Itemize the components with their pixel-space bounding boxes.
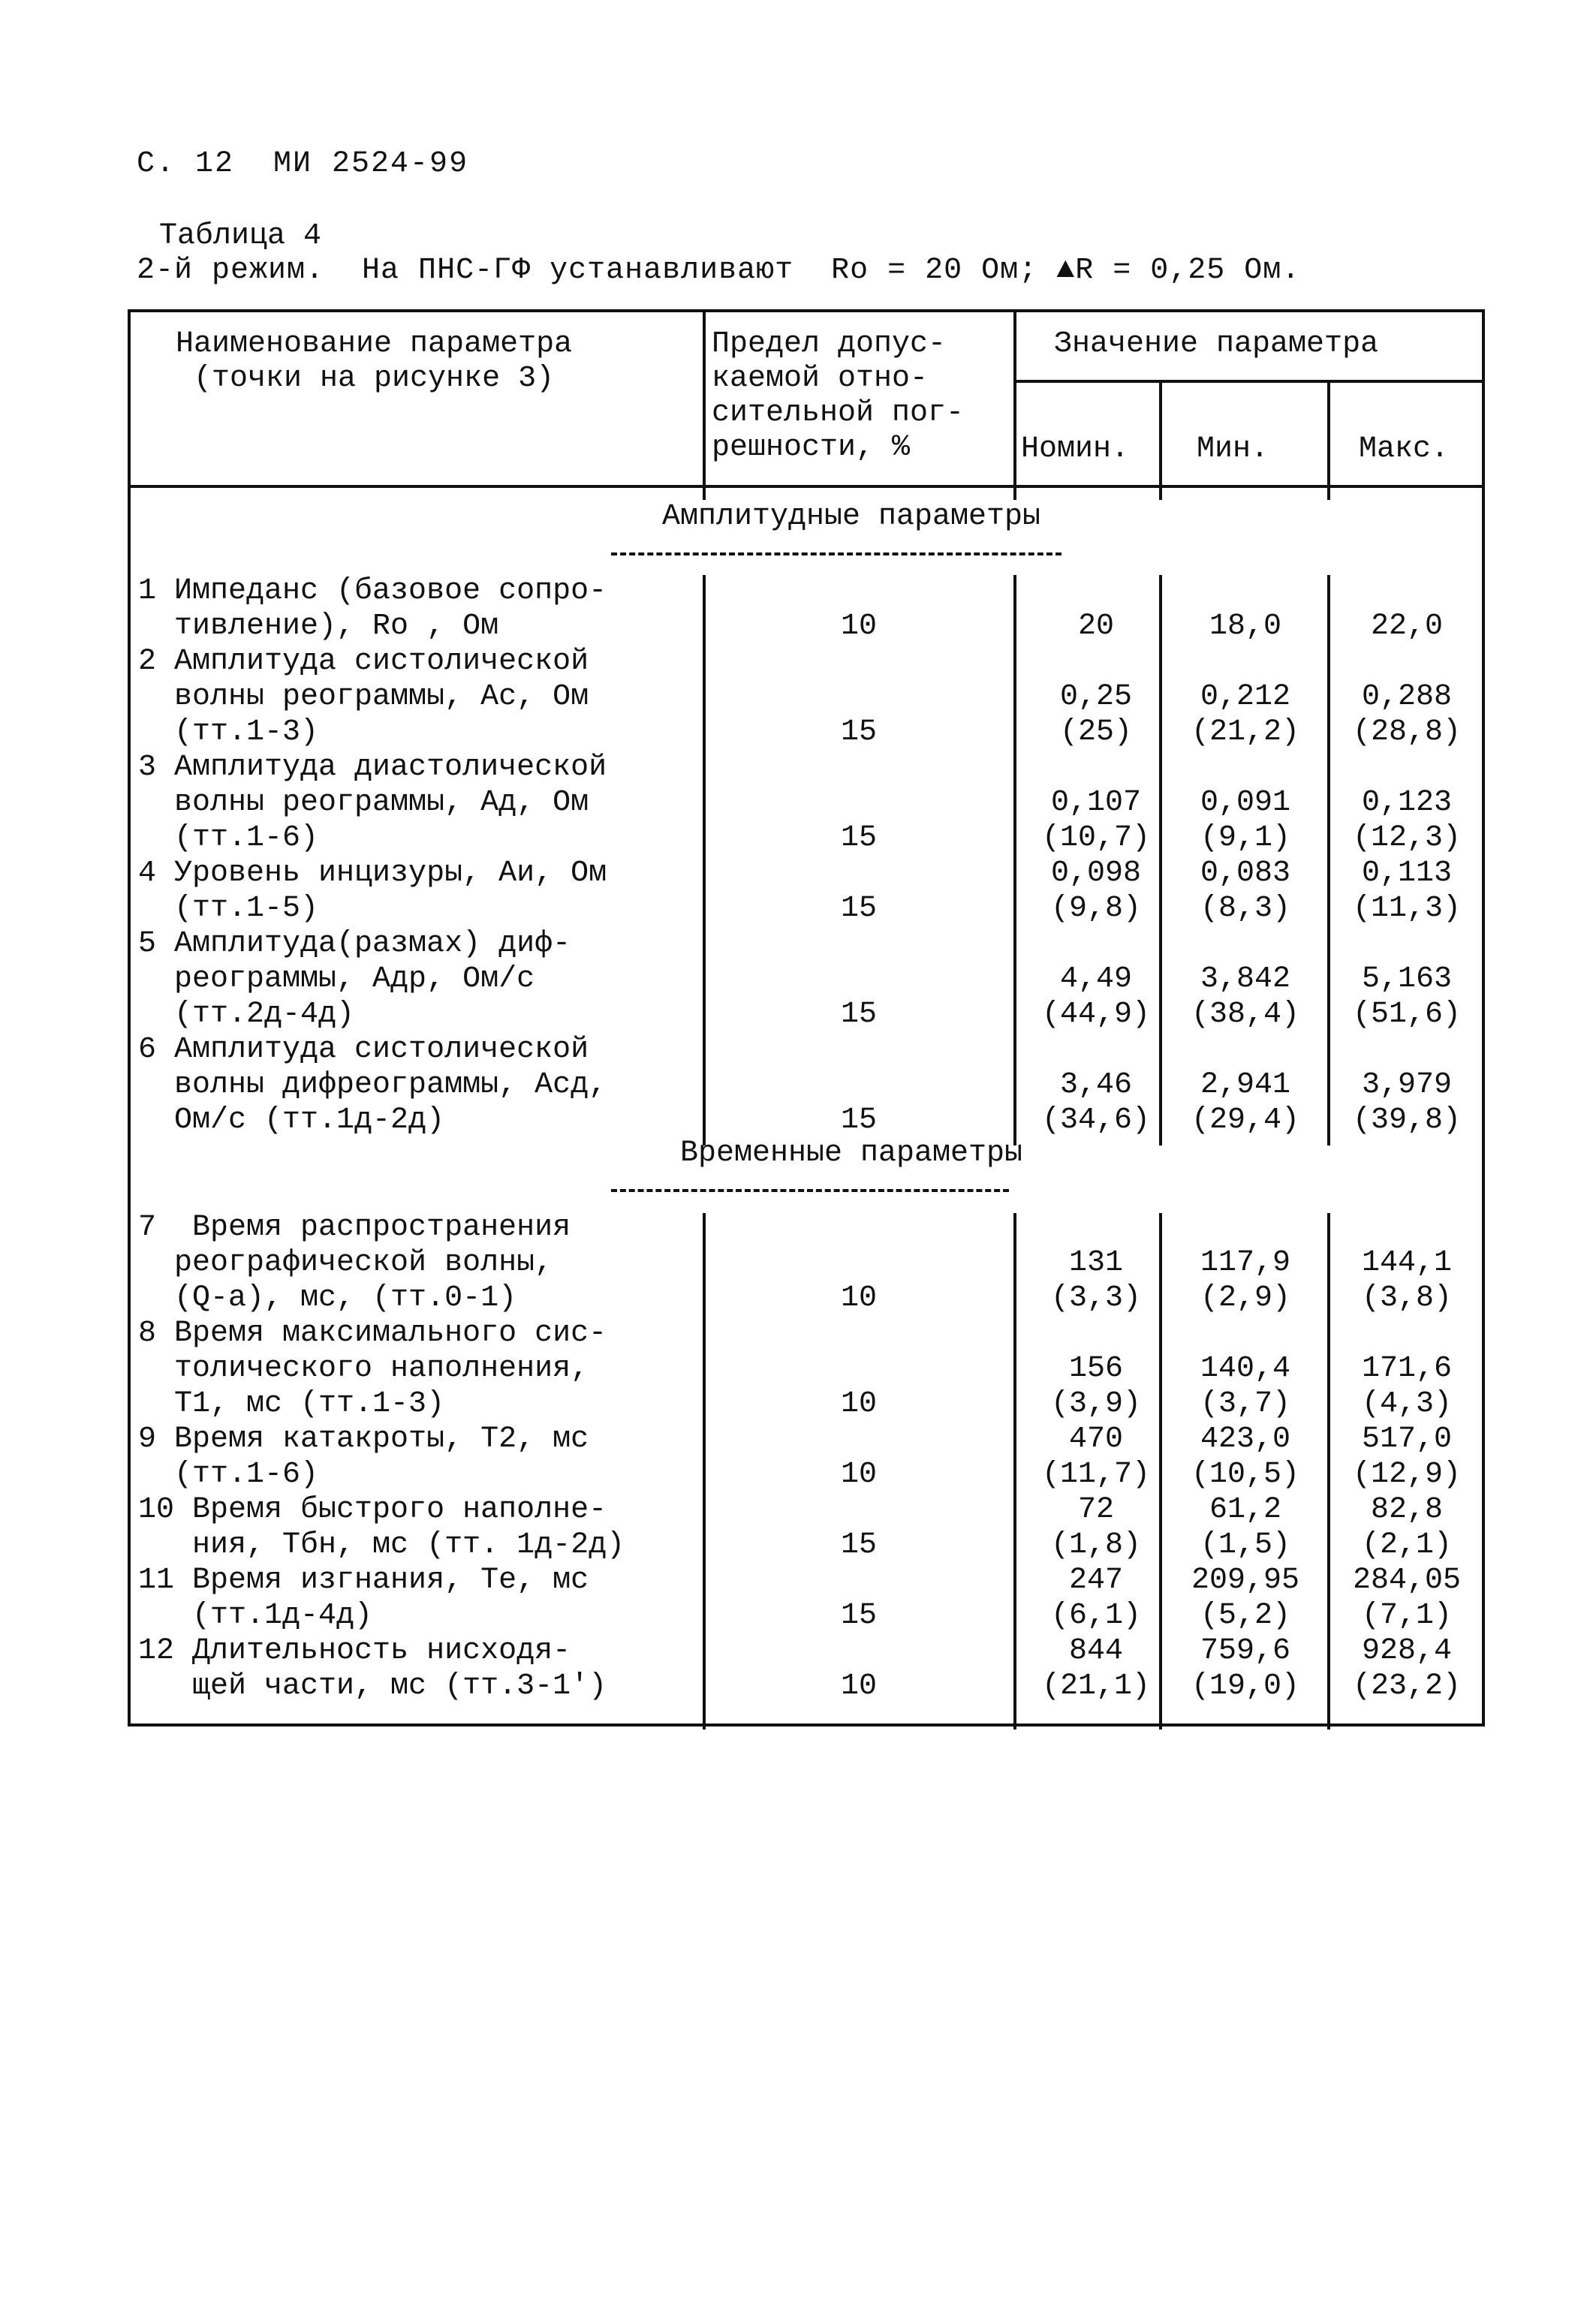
- row-limit: 15: [840, 1528, 877, 1562]
- body-divider-min-max-2: [1327, 1213, 1330, 1730]
- row-limit: 10: [840, 1387, 877, 1421]
- row-param-name: 5 Амплитуда(размах) диф- реограммы, Адр, Ом/с (тт.2д-4д): [138, 927, 571, 1031]
- row-param-name: 10 Время быстрого наполне- ния, Тбн, мс (тт. 1д-2д): [138, 1493, 625, 1562]
- row-min: 117,9 (2,9): [1200, 1246, 1291, 1315]
- row-limit: 10: [840, 1281, 877, 1315]
- row-max: 82,8 (2,1): [1361, 1493, 1453, 1562]
- row-limit: 15: [840, 821, 877, 855]
- page-number-header: С. 12 МИ 2524-99: [137, 147, 469, 181]
- header-bottom-rule: [131, 485, 1482, 488]
- mode-description: 2-й режим. На ПНС-ГФ устанавливают Ro = 20 Ом; ▲R = 0,25 Ом.: [137, 254, 1301, 287]
- row-max: 3,979 (39,8): [1352, 1068, 1462, 1137]
- column-header-nom: Номин.: [1021, 432, 1130, 466]
- row-nominal: 844 (21,1): [1041, 1634, 1151, 1703]
- row-limit: 15: [840, 892, 877, 926]
- row-param-name: 4 Уровень инцизуры, Аи, Ом (тт.1-5): [138, 856, 607, 926]
- body-divider-limit-nom-1: [1013, 575, 1016, 1145]
- divider-min-max: [1327, 380, 1330, 500]
- body-divider-min-max-1: [1327, 575, 1330, 1145]
- row-min: 3,842 (38,4): [1191, 962, 1300, 1031]
- section-underline-time: [611, 1189, 1009, 1192]
- row-nominal: 4,49 (44,9): [1041, 962, 1151, 1031]
- row-max: 928,4 (23,2): [1352, 1634, 1462, 1703]
- row-limit: 15: [840, 715, 877, 749]
- row-max: 0,288 (28,8): [1352, 680, 1462, 749]
- row-nominal: 156 (3,9): [1050, 1352, 1142, 1421]
- row-max: 517,0 (12,9): [1352, 1422, 1462, 1492]
- row-nominal: 131 (3,3): [1050, 1246, 1142, 1315]
- row-min: 0,212 (21,2): [1191, 680, 1300, 749]
- row-param-name: 12 Длительность нисходя- щей части, мс (тт.3-1'): [138, 1634, 607, 1703]
- column-header-max: Макс.: [1359, 432, 1450, 466]
- parameters-table: [128, 309, 1485, 1726]
- row-nominal: 0,25 (25): [1059, 680, 1132, 749]
- row-param-name: 7 Время распространения реографической волны, (Q-a), мс, (тт.0-1): [138, 1211, 571, 1315]
- row-param-name: 8 Время максимального сис- толического наполнения, Т1, мс (тт.1-3): [138, 1317, 607, 1421]
- row-limit: 15: [840, 998, 877, 1031]
- column-header-value: Значение параметра: [1054, 327, 1379, 361]
- row-max: 144,1 (3,8): [1361, 1246, 1453, 1315]
- row-min: 423,0 (10,5): [1191, 1422, 1300, 1492]
- row-nominal: 20: [1077, 610, 1114, 643]
- row-param-name: 11 Время изгнания, Те, мс (тт.1д-4д): [138, 1564, 589, 1633]
- row-min: 209,95 (5,2): [1191, 1564, 1300, 1633]
- row-limit: 15: [840, 1599, 877, 1633]
- body-divider-limit-nom-2: [1013, 1213, 1016, 1730]
- divider-name-limit: [703, 312, 706, 500]
- row-min: 759,6 (19,0): [1191, 1634, 1300, 1703]
- section-underline-amplitude: [611, 552, 1061, 555]
- row-nominal: 72 (1,8): [1050, 1493, 1142, 1562]
- row-param-name: 2 Амплитуда систолической волны реограммы, Ас, Ом (тт.1-3): [138, 645, 589, 749]
- row-max: 0,113 (11,3): [1352, 856, 1462, 926]
- divider-nom-min: [1159, 380, 1162, 500]
- column-header-min: Мин.: [1197, 432, 1269, 466]
- row-limit: 15: [840, 1103, 877, 1137]
- divider-limit-values: [1013, 312, 1016, 500]
- section-title-time: Временные параметры: [679, 1136, 1023, 1170]
- row-nominal: 470 (11,7): [1041, 1422, 1151, 1492]
- row-param-name: 3 Амплитуда диастолической волны реограммы, Ад, Ом (тт.1-6): [138, 751, 607, 855]
- row-nominal: 0,107 (10,7): [1041, 786, 1151, 855]
- column-header-limit: Предел допус- каемой отно- сительной пог- решности, %: [712, 327, 965, 465]
- row-min: 18,0: [1209, 610, 1281, 643]
- row-max: 284,05 (7,1): [1352, 1564, 1462, 1633]
- row-param-name: 1 Импеданс (базовое сопро- тивление), Ro , Ом: [138, 574, 607, 643]
- row-max: 0,123 (12,3): [1352, 786, 1462, 855]
- body-divider-name-limit-2: [703, 1213, 706, 1730]
- row-limit: 10: [840, 1458, 877, 1492]
- row-min: 140,4 (3,7): [1200, 1352, 1291, 1421]
- row-max: 5,163 (51,6): [1352, 962, 1462, 1031]
- row-nominal: 0,098 (9,8): [1050, 856, 1142, 926]
- row-min: 61,2 (1,5): [1200, 1493, 1291, 1562]
- row-min: 2,941 (29,4): [1191, 1068, 1300, 1137]
- row-param-name: 9 Время катакроты, Т2, мс (тт.1-6): [138, 1422, 589, 1492]
- divider-value-subheader: [1013, 380, 1485, 383]
- row-min: 0,083 (8,3): [1200, 856, 1291, 926]
- row-limit: 10: [840, 1669, 877, 1703]
- row-max: 22,0: [1370, 610, 1443, 643]
- row-nominal: 247 (6,1): [1050, 1564, 1142, 1633]
- row-limit: 10: [840, 610, 877, 643]
- row-nominal: 3,46 (34,6): [1041, 1068, 1151, 1137]
- row-param-name: 6 Амплитуда систолической волны дифреограммы, Асд, Ом/с (тт.1д-2д): [138, 1033, 607, 1137]
- section-title-amplitude: Амплитудные параметры: [661, 500, 1041, 534]
- body-divider-name-limit-1: [703, 575, 706, 1145]
- table-caption: Таблица 4: [159, 219, 322, 253]
- row-min: 0,091 (9,1): [1200, 786, 1291, 855]
- column-header-name: Наименование параметра (точки на рисунке 3): [176, 327, 573, 396]
- row-max: 171,6 (4,3): [1361, 1352, 1453, 1421]
